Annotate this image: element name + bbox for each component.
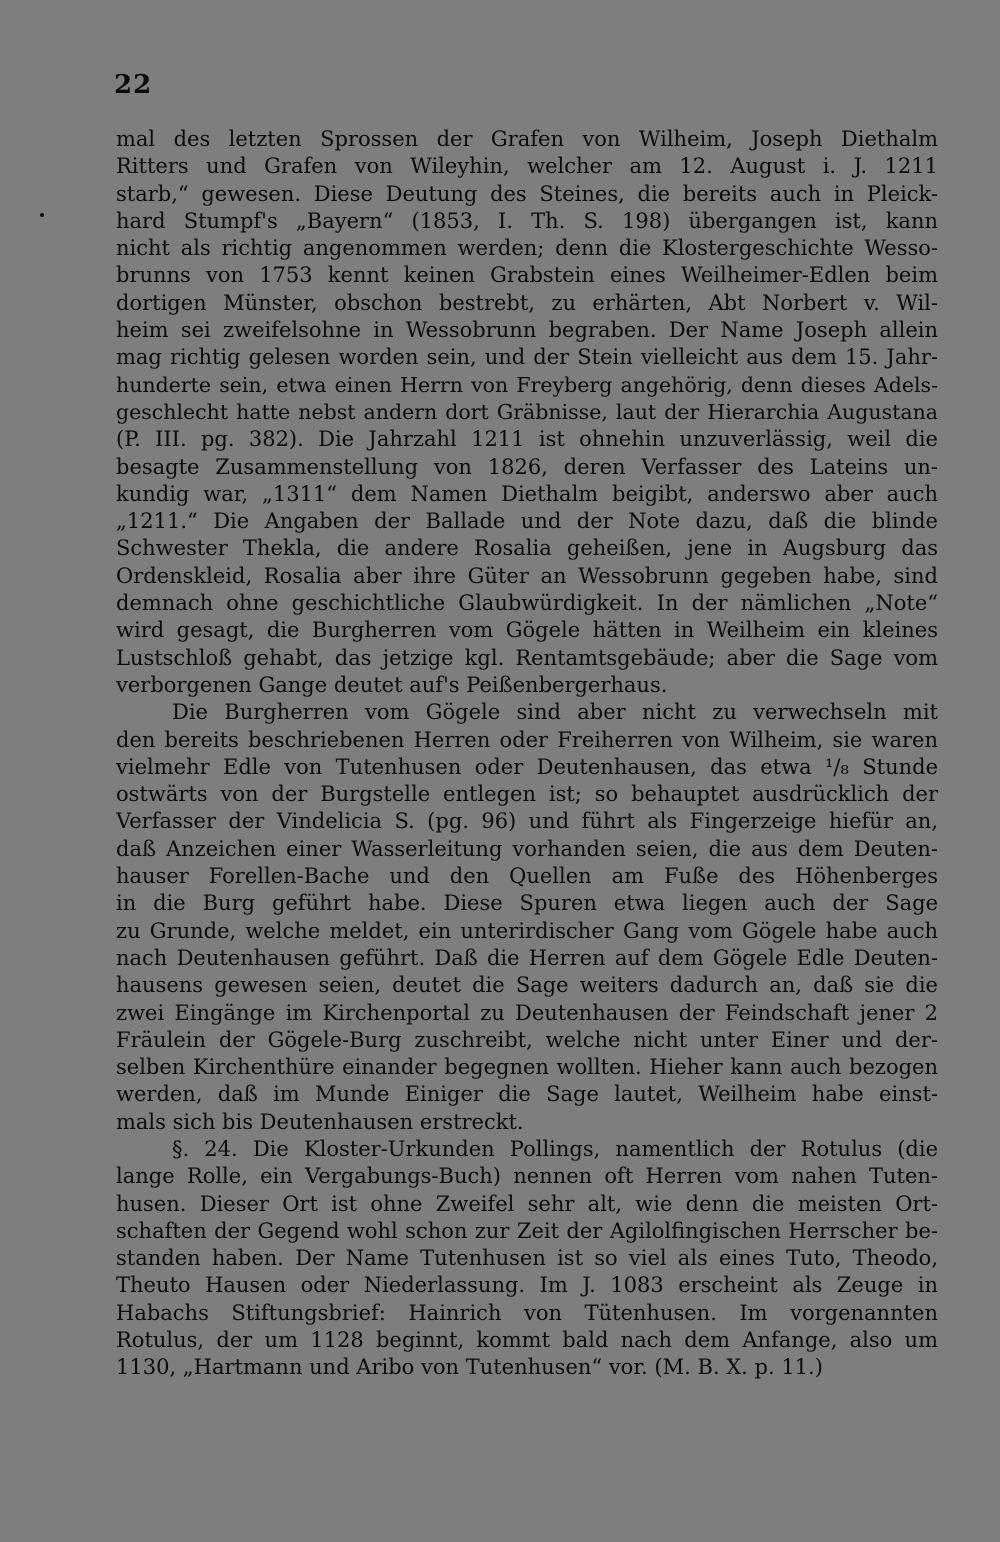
text-line: §. 24. Die Kloster-Urkunden Pollings, namentlich der Rotulus (die bbox=[172, 1136, 938, 1161]
text-line: nach Deutenhausen geführt. Daß die Herren auf dem Gögele Edle Deuten- bbox=[116, 945, 938, 970]
text-line: heim sei zweifelsohne in Wessobrunn begraben. Der Name Joseph allein bbox=[116, 318, 938, 343]
text-line: brunns von 1753 kennt keinen Grabstein eines Weilheimer-Edlen beim bbox=[116, 263, 938, 288]
text-line: demnach ohne geschichtliche Glaubwürdigkeit. In der nämlichen „Note“ bbox=[116, 591, 938, 616]
text-line: Theuto Hausen oder Niederlassung. Im J. 1083 erscheint als Zeuge in bbox=[116, 1273, 938, 1298]
text-line: hausens gewesen seien, deutet die Sage weiters dadurch an, daß sie die bbox=[116, 973, 938, 998]
text-line: Ritters und Grafen von Wileyhin, welcher am 12. August i. J. 1211 bbox=[116, 154, 938, 179]
scan-speck bbox=[40, 213, 44, 217]
text-line: (P. III. pg. 382). Die Jahrzahl 1211 ist ohnehin unzuverlässig, weil die bbox=[116, 427, 938, 452]
page-number: 22 bbox=[114, 70, 153, 100]
text-line: Lustschloß gehabt, das jetzige kgl. Rentamtsgebäude; aber die Sage vom bbox=[116, 645, 938, 670]
text-line: daß Anzeichen einer Wasserleitung vorhanden seien, die aus dem Deuten- bbox=[116, 836, 938, 861]
text-line: zu Grunde, welche meldet, ein unterirdischer Gang vom Gögele habe auch bbox=[116, 918, 938, 943]
text-line: geschlecht hatte nebst andern dort Gräbnisse, laut der Hierarchia Augustana bbox=[116, 399, 938, 424]
text-line: dortigen Münster, obschon bestrebt, zu erhärten, Abt Norbert v. Wil- bbox=[116, 290, 938, 315]
text-line: hard Stumpf's „Bayern“ (1853, I. Th. S. 198) übergangen ist, kann bbox=[116, 208, 938, 233]
text-line: Schwester Thekla, die andere Rosalia geheißen, jene in Augsburg das bbox=[116, 536, 938, 561]
text-line: Verfasser der Vindelicia S. (pg. 96) und führt als Fingerzeige hiefür an, bbox=[116, 809, 938, 834]
text-line: ostwärts von der Burgstelle entlegen ist; so behauptet ausdrücklich der bbox=[116, 782, 938, 807]
text-line: mal des letzten Sprossen der Grafen von Wilheim, Joseph Diethalm bbox=[116, 127, 938, 151]
text-line: standen haben. Der Name Tutenhusen ist so viel als eines Tuto, Theodo, bbox=[116, 1246, 938, 1271]
text-line: „1211.“ Die Angaben der Ballade und der Note dazu, daß die blinde bbox=[116, 509, 938, 534]
text-line: verborgenen Gange deutet auf's Peißenbergerhaus. bbox=[116, 672, 668, 697]
text-line: werden, daß im Munde Einiger die Sage lautet, Weilheim habe einst- bbox=[116, 1082, 938, 1107]
text-line: in die Burg geführt habe. Diese Spuren etwa liegen auch der Sage bbox=[116, 891, 938, 916]
text-line: kundig war, „1311“ dem Namen Diethalm beigibt, anderswo aber auch bbox=[116, 481, 938, 506]
text-line: Ordenskleid, Rosalia aber ihre Güter an Wessobrunn gegeben habe, sind bbox=[116, 563, 938, 588]
body-text bbox=[116, 126, 938, 1382]
text-line: wird gesagt, die Burgherren vom Gögele hätten in Weilheim ein kleines bbox=[116, 618, 938, 643]
text-line: mals sich bis Deutenhausen erstreckt. bbox=[116, 1109, 524, 1134]
text-line: selben Kirchenthüre einander begegnen wollten. Hieher kann auch bezogen bbox=[116, 1055, 938, 1080]
text-line: lange Rolle, ein Vergabungs-Buch) nennen oft Herren vom nahen Tuten- bbox=[116, 1164, 938, 1189]
text-line: Habachs Stiftungsbrief: Hainrich von Tütenhusen. Im vorgenannten bbox=[116, 1300, 938, 1325]
text-line: schaften der Gegend wohl schon zur Zeit der Agilolfingischen Herrscher be- bbox=[116, 1218, 938, 1243]
text-line: Rotulus, der um 1128 beginnt, kommt bald nach dem Anfange, also um bbox=[116, 1328, 938, 1353]
text-line: nicht als richtig angenommen werden; denn die Klostergeschichte Wesso- bbox=[116, 236, 938, 261]
text-line: husen. Dieser Ort ist ohne Zweifel sehr alt, wie denn die meisten Ort- bbox=[116, 1191, 938, 1216]
text-line: Die Burgherren vom Gögele sind aber nicht zu verwechseln mit bbox=[172, 700, 938, 725]
text-line: hauser Forellen-Bache und den Quellen am Fuße des Höhenberges bbox=[116, 864, 938, 889]
text-line: zwei Eingänge im Kirchenportal zu Deutenhausen der Feindschaft jener 2 bbox=[116, 1000, 938, 1025]
text-line: hunderte sein, etwa einen Herrn von Freyberg angehörig, denn dieses Adels- bbox=[116, 372, 938, 397]
text-line: starb,“ gewesen. Diese Deutung des Steines, die bereits auch in Pleick- bbox=[116, 181, 938, 206]
text-line: Fräulein der Gögele-Burg zuschreibt, welche nicht unter Einer und der- bbox=[116, 1027, 938, 1052]
text-line: besagte Zusammenstellung von 1826, deren Verfasser des Lateins un- bbox=[116, 454, 938, 479]
text-line: den bereits beschriebenen Herren oder Freiherren von Wilheim, sie waren bbox=[116, 727, 938, 752]
text-line: 1130, „Hartmann und Aribo von Tutenhusen“ vor. (M. B. X. p. 11.) bbox=[116, 1355, 823, 1380]
text-line: vielmehr Edle von Tutenhusen oder Deutenhausen, das etwa ¹/₈ Stunde bbox=[116, 754, 938, 779]
text-line: mag richtig gelesen worden sein, und der Stein vielleicht aus dem 15. Jahr- bbox=[116, 345, 938, 370]
